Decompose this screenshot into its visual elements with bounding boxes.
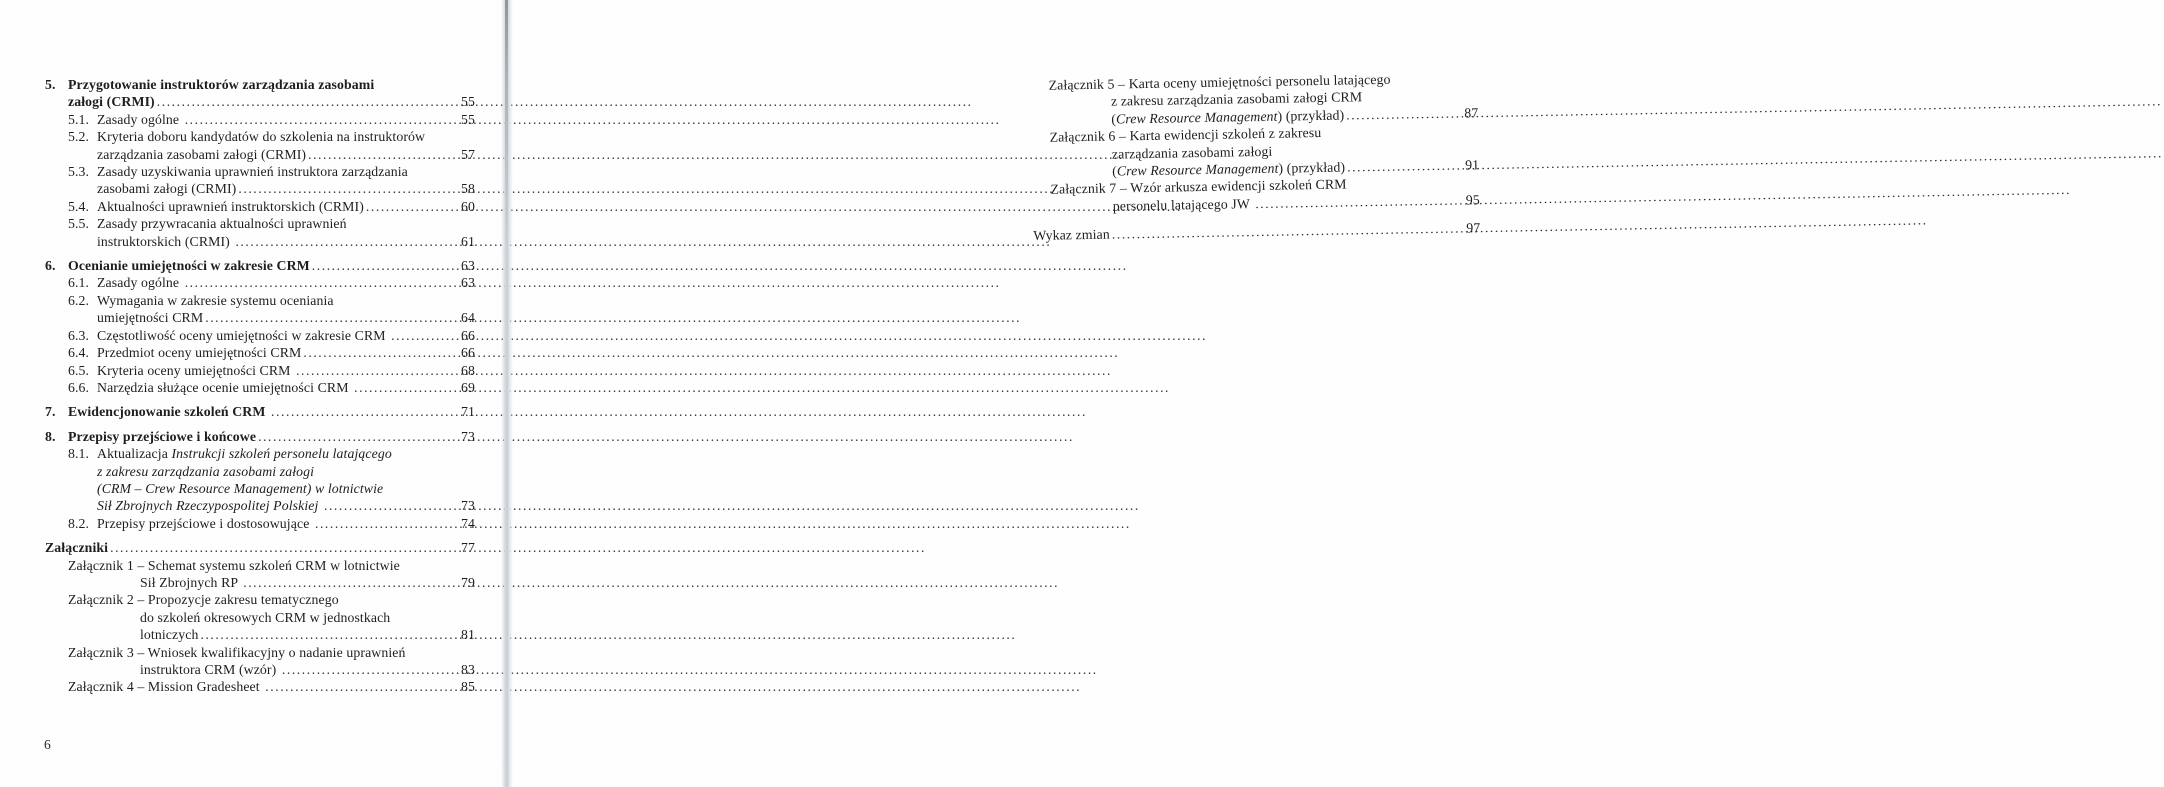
entry-text: Ocenianie umiejętności w zakresie CRM [68,258,310,274]
toc-entry-line [45,591,475,608]
entry-text: Załącznik 4 – Mission Gradesheet [68,679,264,695]
toc-entry-line [45,128,475,145]
entry-text: (CRM – Crew Resource Management) w lotnictwie [97,480,384,496]
entry-page-number: 91 [1465,157,1480,173]
entry-page-number: 68 [461,362,475,378]
toc-entry-line [45,215,475,232]
entry-number: 5.4. [68,198,90,214]
toc-entry-line [45,497,475,514]
toc-entry-line [45,379,475,396]
dot-leader [108,539,457,556]
entry-text: do szkoleń okresowych CRM w jednostkach [140,609,391,625]
dot-leader [313,515,457,532]
toc-entry-line [45,557,475,574]
entry-text: Instrukcji szkoleń personelu latającego [171,446,392,462]
toc-entry-line [45,428,475,445]
toc-entry-line [45,362,475,379]
entry-number: 8.2. [68,515,90,531]
binding-gutter [501,0,513,787]
toc-entry-line [45,515,475,532]
entry-text: Sił Zbrojnych Rzeczypospolitej Polskiej [97,498,322,514]
entry-text: z zakresu zarządzania zasobami załogi [97,463,315,479]
entry-page-number: 61 [461,233,475,249]
dot-leader [256,428,457,445]
left-page [0,0,501,787]
right-page [513,0,1481,787]
dot-leader [263,678,457,695]
toc-entry-line [45,93,475,110]
toc-entry-line [45,574,475,591]
entry-text: Zasady ogólne [97,275,183,291]
entry-page-number: 97 [1466,220,1481,236]
entry-page-number: 71 [461,404,475,420]
dot-leader [322,497,457,514]
entry-number: 5. [45,77,56,92]
entry-text: Przygotowanie instruktorów zarządzania zasobami [68,77,375,92]
entry-number: 6.4. [68,345,90,361]
dot-leader [183,274,457,291]
entry-text: Zasady uzyskiwania uprawnień instruktora zarządzania [97,164,408,180]
entry-number: 7. [45,404,56,420]
toc-entry-line [45,678,475,695]
entry-number: 6.5. [68,362,90,378]
entry-page-number: 69 [461,379,475,395]
entry-text: instruktora CRM (wzór) [140,662,280,677]
toc-entry-line [45,198,475,215]
entry-page-number: 73 [461,498,475,514]
entry-text: Crew Resource Management [1116,160,1279,179]
entry-text: z zakresu zarządzania zasobami załogi CRM [1110,89,1363,110]
dot-leader [310,257,457,274]
dot-leader [1253,191,1462,212]
entry-text: lotniczych [140,627,199,643]
entry-page-number: 95 [1465,192,1480,208]
entry-text: zasobami załogi (CRMI) [97,181,237,197]
entry-text: Aktualizacja [97,446,172,462]
toc-entry-line [45,644,475,661]
entry-text: ) (przykład) [1277,107,1345,124]
toc-entry-line [45,445,475,462]
toc-entry-line [45,539,475,556]
toc-entry-line [45,292,475,309]
toc-entry-line [45,274,475,291]
dot-leader [1110,220,1463,244]
entry-page-number: 58 [461,181,475,197]
dot-leader [236,180,457,197]
dot-leader [301,344,457,361]
dot-leader [306,146,457,163]
toc-entry-line [45,257,475,274]
entry-page-number: 63 [461,258,475,274]
entry-text: Załącznik 1 – Schemat systemu szkoleń CRM w lotnictwie [68,557,400,573]
entry-text: Załącznik 3 – Wniosek kwalifikacyjny o nadanie uprawnień [68,644,406,660]
entry-text: Aktualności uprawnień instruktorskich (CRMI) [97,198,364,214]
entry-number: 6.3. [68,327,90,343]
entry-text: Kryteria oceny umiejętności CRM [97,362,295,378]
entry-text: zarządzania zasobami załogi (CRMI) [97,146,307,162]
dot-leader [203,309,457,326]
left-page-number: 6 [44,737,51,752]
entry-page-number: 73 [461,428,475,444]
dot-leader [241,574,457,591]
entry-text: ( [1112,163,1118,179]
dot-leader [280,661,457,678]
toc-entry-line [45,163,475,180]
entry-text: personelu latającego JW [1112,195,1254,214]
entry-text: Kryteria doboru kandydatów do szkolenia na instruktorów [97,129,426,145]
entry-page-number: 60 [461,198,475,214]
entry-text: Przepisy przejściowe i końcowe [68,428,257,444]
entry-text: umiejętności CRM [97,310,204,326]
entry-page-number: 57 [461,146,475,162]
dot-leader [198,626,457,643]
toc-entry-line [45,146,475,163]
entry-number: 6. [45,258,56,274]
dot-leader [269,403,457,420]
entry-text: Wykaz zmian [1033,226,1110,244]
entry-number: 5.2. [68,129,90,145]
entry-text: instruktorskich (CRMI) [97,233,234,249]
toc-entry-line [45,327,475,344]
dot-leader [183,111,457,128]
entry-page-number: 55 [461,94,475,110]
entry-page-number: 81 [461,627,475,643]
entry-page-number: 64 [461,310,475,326]
entry-number: 5.1. [68,111,90,127]
entry-page-number: 83 [461,662,475,677]
entry-number: 6.2. [68,292,90,308]
entry-page-number: 87 [1464,105,1479,121]
entry-text: Przepisy przejściowe i dostosowujące [97,515,313,531]
entry-page-number: 74 [461,515,475,531]
entry-text: Załącznik 7 – Wzór arkusza ewidencji szkoleń CRM [1050,176,1347,198]
entry-page-number: 79 [461,574,475,590]
entry-text: Załącznik 2 – Propozycje zakresu tematycznego [68,592,339,608]
entry-page-number: 77 [461,540,475,556]
toc-entry-line [45,111,475,128]
dot-leader [155,93,457,110]
entry-text: Częstotliwość oceny umiejętności w zakresie CRM [97,327,390,343]
toc-entry-line [45,661,475,678]
entry-text: zarządzania zasobami załogi [1111,143,1273,162]
dot-leader [294,362,457,379]
entry-text: załogi (CRMI) [68,94,155,110]
entry-text: Załączniki [45,540,109,556]
toc-entry-line [45,180,475,197]
dot-leader [1345,157,1461,176]
dot-leader [389,327,457,344]
toc-entry-line [45,463,475,480]
entry-text: Przedmiot oceny umiejętności CRM [97,345,302,361]
entry-number: 8.1. [68,446,90,462]
entry-number: 5.5. [68,216,90,232]
entry-text: Ewidencjonowanie szkoleń CRM [68,404,270,420]
entry-text: ) (przykład) [1278,159,1346,176]
toc-entry-line [45,480,475,497]
entry-page-number: 66 [461,345,475,361]
entry-page-number: 63 [461,275,475,291]
entry-number: 5.3. [68,164,90,180]
entry-page-number: 55 [461,111,475,127]
toc-entry-line [45,76,475,93]
toc-entry-line [45,626,475,643]
entry-text: Narzędzia służące ocenie umiejętności CRM [97,379,353,395]
entry-text: Zasady ogólne [97,111,183,127]
entry-text: Załącznik 6 – Karta ewidencji szkoleń z zakresu [1049,125,1322,145]
entry-number: 6.6. [68,379,90,395]
toc-entry-line [45,233,475,250]
dot-leader [1344,104,1460,123]
dot-leader [364,198,457,215]
toc-left-column [45,76,475,696]
entry-page-number: 85 [461,679,475,695]
entry-number: 8. [45,428,56,444]
toc-entry-line [45,403,475,420]
entry-text: Załącznik 5 – Karta oceny umiejętności personelu latającego [1048,71,1391,93]
toc-right-column [1031,69,1481,244]
entry-text: Zasady przywracania aktualności uprawnień [97,216,347,232]
entry-page-number: 66 [461,327,475,343]
toc-entry-line [1033,219,1480,244]
dot-leader [352,379,457,396]
entry-number: 6.1. [68,275,90,291]
toc-entry-line [45,344,475,361]
toc-entry-line [45,309,475,326]
entry-text: Sił Zbrojnych RP [140,574,242,590]
dot-leader [233,233,457,250]
toc-entry-line [45,609,475,626]
entry-text: Wymagania w zakresie systemu oceniania [97,292,334,308]
entry-text: Crew Resource Management [1115,108,1278,127]
entry-text: ( [1111,111,1117,127]
